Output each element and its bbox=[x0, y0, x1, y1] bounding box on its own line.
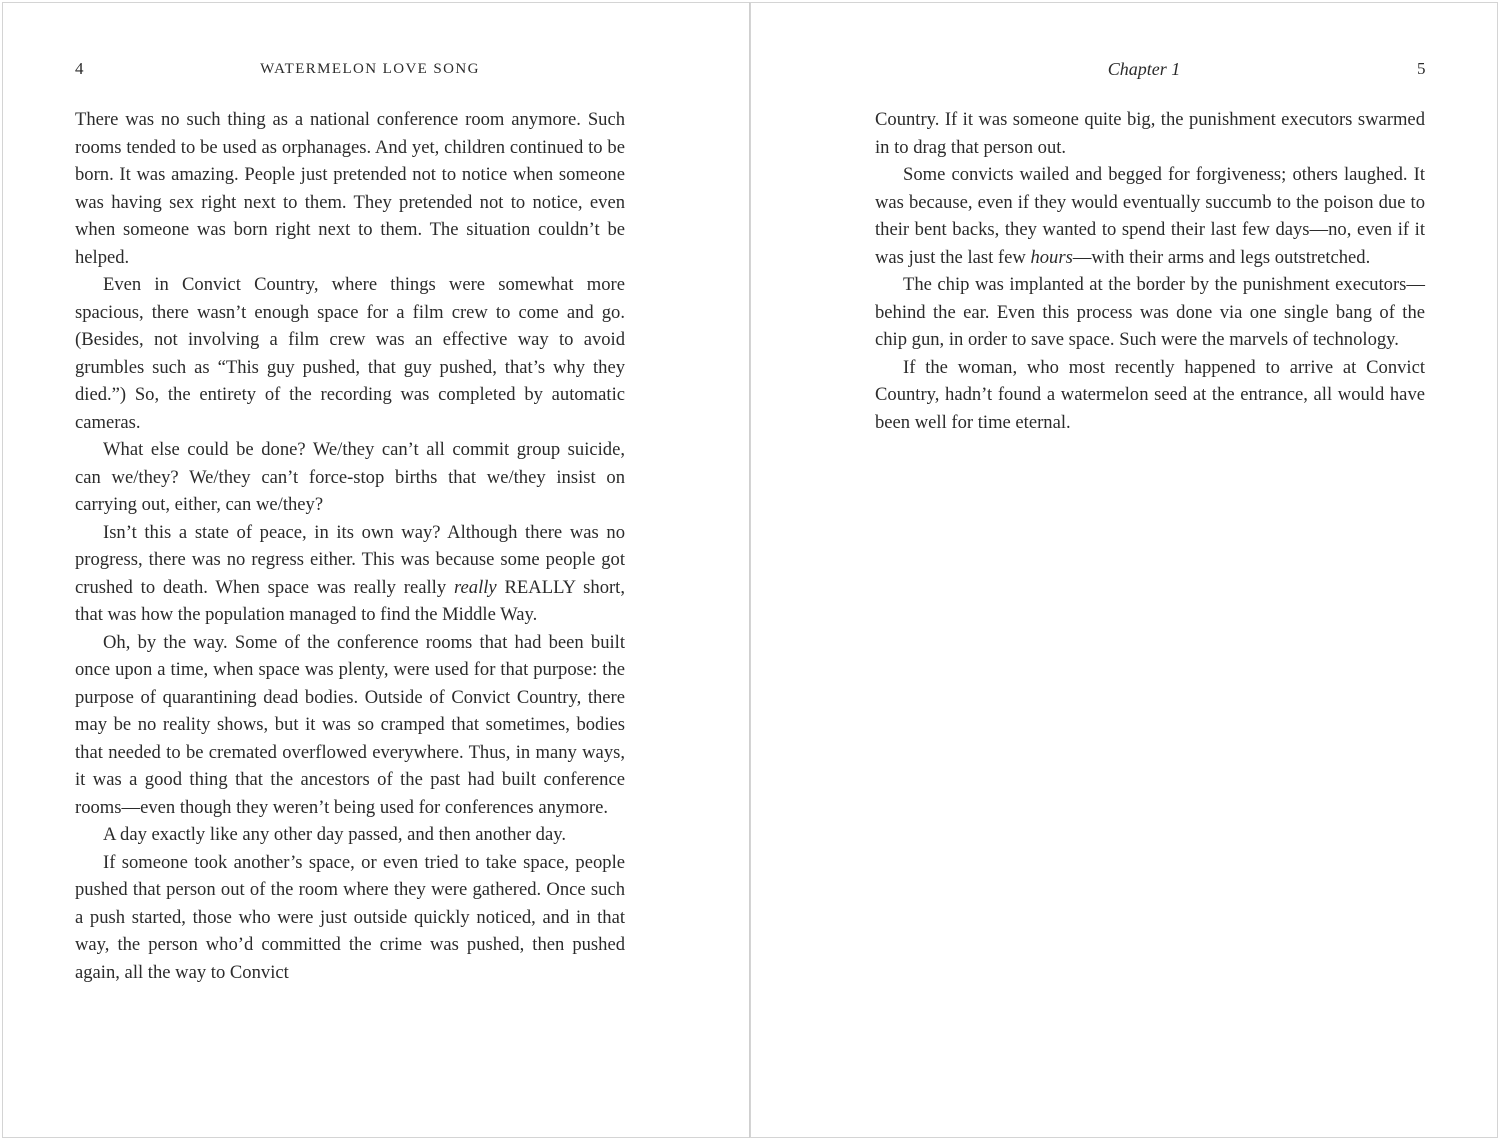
left-body-text bbox=[75, 106, 625, 986]
paragraph bbox=[75, 519, 625, 629]
text-run: REALLY short, that was how the population managed to find the Middle Way. bbox=[75, 576, 625, 625]
left-page bbox=[2, 2, 750, 1138]
right-running-head bbox=[751, 57, 1497, 81]
right-page bbox=[750, 2, 1498, 1138]
chapter-head: Chapter 1 bbox=[1107, 59, 1181, 79]
text-run: Some convicts wailed and begged for forgiveness; others laughed. It was because, even if they would eventually succumb to the poison due to their bent backs, they wanted to spend their last few days—no, even if it was just the last few bbox=[875, 164, 1425, 268]
paragraph: Oh, by the way. Some of the conference rooms that had been built once upon a time, when space was plenty, were used for that purpose: the purpose of quarantining dead bodies. Outside of Convict Country, there may be no reality shows, but it was so cramped that sometimes, bodies that needed to be cremated overflowed everywhere. Thus, in many ways, it was a good thing that the ancestors of the past had built conference rooms—even though they weren’t being used for conferences anymore. bbox=[75, 631, 625, 818]
book-title-head: WATERMELON LOVE SONG bbox=[260, 61, 480, 77]
text-run: Isn’t this a state of peace, in its own way? Although there was no progress, there was no regress either. This was because some people got crushed to death. When space was really really bbox=[75, 521, 625, 598]
left-running-head bbox=[3, 57, 749, 81]
paragraph: There was no such thing as a national conference room anymore. Such rooms tended to be used as orphanages. And yet, children continued to be born. It was amazing. People just pretended not to notice when someone was having sex right next to them. They pretended not to notice, even when someone was born right next to them. The situation couldn’t be helped. bbox=[75, 109, 625, 268]
right-page-number: 5 bbox=[1417, 59, 1426, 78]
paragraph: Country. If it was someone quite big, the punishment executors swarmed in to drag that person out. bbox=[875, 109, 1425, 158]
paragraph: What else could be done? We/they can’t all commit group suicide, can we/they? We/they can’t force-stop births that we/they insist on carrying out, either, can we/they? bbox=[75, 439, 625, 515]
left-page-number: 4 bbox=[75, 59, 84, 78]
emphasis-text: hours bbox=[1030, 246, 1073, 268]
emphasis-text: really bbox=[453, 576, 497, 598]
right-body-text bbox=[875, 106, 1425, 436]
paragraph: A day exactly like any other day passed, and then another day. bbox=[103, 824, 566, 845]
paragraph bbox=[875, 161, 1425, 271]
paragraph: The chip was implanted at the border by the punishment executors—behind the ear. Even this process was done via one single bang of the chip gun, in order to save space. Such were the marvels of technology. bbox=[875, 274, 1425, 350]
text-run: —with their arms and legs outstretched. bbox=[1072, 246, 1371, 268]
paragraph: Even in Convict Country, where things were somewhat more spacious, there wasn’t enough space for a film crew to come and go. (Besides, not involving a film crew was an effective way to avoid grumbles such as “This guy pushed, that guy pushed, that’s why they died.”) So, the entirety of the recording was completed by automatic cameras. bbox=[75, 274, 625, 433]
paragraph: If the woman, who most recently happened to arrive at Convict Country, hadn’t found a watermelon seed at the entrance, all would have been well for time eternal. bbox=[875, 356, 1425, 433]
paragraph: If someone took another’s space, or even tried to take space, people pushed that person out of the room where they were gathered. Once such a push started, those who were just outside quickly noticed, and in that way, the person who’d committed the crime was pushed, then pushed again, all the way to Convict bbox=[75, 851, 625, 983]
